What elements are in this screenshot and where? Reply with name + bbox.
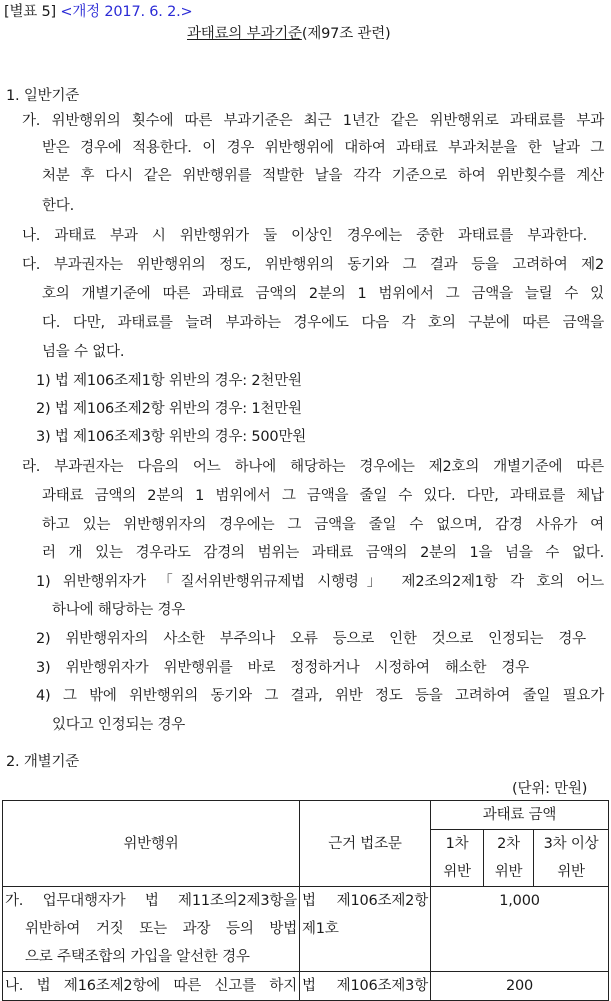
basis-cell	[300, 887, 431, 972]
para-da-line1: 다. 부과권자는 위반행위의 정도, 위반행위의 동기와 그 결과 등을 고려하여 제2	[22, 257, 604, 273]
violation-cell	[3, 887, 300, 972]
header-3rd-a: 3차 이상	[543, 836, 599, 852]
header-2nd	[484, 830, 534, 887]
basis-line: 제1호	[302, 921, 339, 937]
violation-line: 나. 법 제16조제2항에 따른 신고를 하지	[5, 978, 297, 994]
basis-line: 법 제106조제2항	[302, 893, 428, 909]
ra-item-1-line1: 1) 위반행위자가 「질서위반행위규제법 시행령」 제2조의2제1항 각 호의 어느	[36, 574, 604, 590]
basis-cell	[300, 972, 431, 1001]
da-item-3: 3) 법 제106조제3항 위반의 경우: 500만원	[36, 429, 307, 445]
violation-cell	[3, 972, 300, 1001]
ra-item-4-line1: 4) 그 밖에 위반행위의 동기와 그 결과, 위반 정도 등을 고려하여 줄일 필요가	[36, 688, 604, 704]
ra-item-3: 3) 위반행위자가 위반행위를 바로 정정하거나 시정하여 해소한 경우	[36, 660, 529, 676]
ra-item-4-line2: 있다고 인정되는 경우	[52, 717, 186, 733]
violation-line: 위반하여 거짓 또는 과장 등의 방법	[25, 921, 297, 937]
para-ga-line1: 가. 위반행위의 횟수에 따른 부과기준은 최근 1년간 같은 위반행위로 과태료를 부과	[22, 113, 604, 129]
fine-table	[2, 800, 609, 1001]
page-title	[187, 22, 390, 43]
header-3rd-b: 위반	[557, 864, 585, 880]
para-da-line4: 넘을 수 없다.	[42, 344, 125, 360]
annex-label: [별표 5]	[4, 4, 56, 20]
amount-cell: 200	[431, 972, 609, 1001]
header-violation: 위반행위	[3, 801, 300, 887]
title-main: 과태료의 부과기준	[187, 26, 302, 42]
title-suffix: (제97조 관련)	[301, 26, 391, 42]
header-1st-a: 1차	[445, 836, 469, 852]
para-na-line1: 나. 과태료 부과 시 위반행위가 둘 이상인 경우에는 중한 과태료를 부과한다.	[22, 228, 587, 244]
header-1st	[431, 830, 484, 887]
header-2nd-a: 2차	[497, 836, 520, 852]
table-row	[3, 887, 609, 972]
para-ra-line2: 과태료 금액의 2분의 1 범위에서 그 금액을 줄일 수 있다. 다만, 과태료를 체납	[42, 488, 604, 504]
header-3rd	[534, 830, 609, 887]
violation-line: 가. 업무대행자가 법 제11조의2제3항을	[5, 893, 297, 909]
para-da-line2: 호의 개별기준에 따른 과태료 금액의 2분의 1 범위에서 그 금액을 늘릴 수 있	[42, 286, 604, 302]
violation-line: 으로 주택조합의 가입을 알선한 경우	[25, 949, 250, 965]
section2-heading: 2. 개별기준	[6, 754, 80, 770]
da-item-1: 1) 법 제106조제1항 위반의 경우: 2천만원	[36, 373, 302, 389]
para-ga-line2: 받은 경우에 적용한다. 이 경우 위반행위에 대하여 과태료 부과처분을 한 날과 그	[42, 140, 604, 156]
header-1st-b: 위반	[443, 864, 471, 880]
unit-label: (단위: 만원)	[512, 781, 588, 797]
header-fine: 과태료 금액	[431, 801, 609, 830]
amount-cell: 1,000	[431, 887, 609, 972]
ra-item-1-line2: 하나에 해당하는 경우	[52, 602, 186, 618]
para-ra-line4: 러 개 있는 경우라도 감경의 범위는 과태료 금액의 2분의 1을 넘을 수 없다.	[42, 545, 604, 561]
header-2nd-b: 위반	[494, 864, 523, 880]
para-da-line3: 다. 다만, 과태료를 늘려 부과하는 경우에도 다음 각 호의 구분에 따른 금액을	[42, 315, 604, 331]
para-ga-line3: 처분 후 다시 같은 위반행위를 적발한 날을 각각 기준으로 하여 위반횟수를 계산	[42, 168, 604, 184]
para-ra-line3: 하고 있는 위반행위자의 경우에는 그 금액을 줄일 수 없으며, 감경 사유가 여	[42, 517, 604, 533]
header-line	[4, 0, 193, 21]
section1-heading: 1. 일반기준	[6, 88, 80, 104]
para-ra-line1: 라. 부과권자는 다음의 어느 하나에 해당하는 경우에는 제2호의 개별기준에 따른	[22, 459, 604, 475]
table-row	[3, 972, 609, 1001]
da-item-2: 2) 법 제106조제2항 위반의 경우: 1천만원	[36, 401, 302, 417]
header-basis: 근거 법조문	[300, 801, 431, 887]
ra-item-2: 2) 위반행위자의 사소한 부주의나 오류 등으로 인한 것으로 인정되는 경우	[36, 631, 586, 647]
amendment-date: <개정 2017. 6. 2.>	[60, 4, 193, 20]
para-ga-line4: 한다.	[42, 198, 75, 214]
basis-line: 법 제106조제3항	[302, 978, 428, 994]
